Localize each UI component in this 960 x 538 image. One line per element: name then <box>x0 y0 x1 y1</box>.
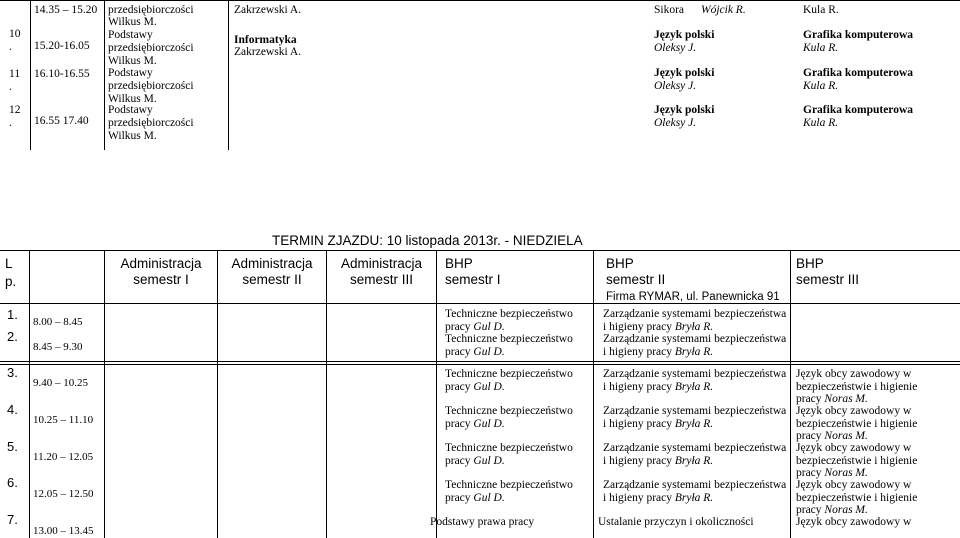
slot-time-2: 8.45 – 9.30 <box>33 341 83 353</box>
bhp2-cell-3: Zarządzanie systemami bezpieczeństwa i higieny pracy Bryła R. <box>603 368 787 393</box>
top-grafika-3-teacher: Kula R. <box>803 117 839 129</box>
top-informatyka: Informatyka <box>234 34 297 46</box>
top-subject-4a: Podstawy <box>108 104 153 116</box>
top-subject-1a: przedsiębiorczości <box>108 4 194 16</box>
top-subject-3a: Podstawy <box>108 67 153 79</box>
bhp2-cell-2: Zarządzanie systemami bezpieczeństwa i higieny pracy Bryła R. <box>603 333 787 358</box>
top-subject-2b: przedsiębiorczości <box>108 42 194 54</box>
slot-time-7: 13.00 – 13.45 <box>33 525 94 537</box>
top-grafika-1: Grafika komputerowa <box>803 29 913 41</box>
slot-time-4: 10.25 – 11.10 <box>33 414 94 426</box>
top-grafika-2-teacher: Kula R. <box>803 80 839 92</box>
header-bhp-2: BHP semestr II <box>606 256 666 287</box>
top-num-12: 12 . <box>9 104 21 129</box>
bhp1-cell-7: Podstawy prawa pracy <box>430 516 535 528</box>
bhp2-cell-7: Ustalanie przyczyn i okoliczności <box>598 516 754 528</box>
top-subject-2c: Wilkus M. <box>108 55 157 67</box>
top-jezyk-3: Język polski <box>654 104 715 116</box>
header-admin-3: Administracja semestr III <box>340 256 423 287</box>
bhp2-cell-6: Zarządzanie systemami bezpieczeństwa i higieny pracy Bryła R. <box>603 479 787 504</box>
top-wojcik: Wójcik R. <box>701 4 746 16</box>
slot-time-6: 12.05 – 12.50 <box>33 488 94 500</box>
header-bhp-3: BHP semestr III <box>796 256 860 287</box>
top-jezyk-3-teacher: Oleksy J. <box>654 117 697 129</box>
bhp3-cell-3: Język obcy zawodowy w bezpieczeństwie i higienie pracy Noras M. <box>796 368 918 405</box>
slot-time-3: 9.40 – 10.25 <box>33 377 88 389</box>
slot-time-1: 8.00 – 8.45 <box>33 316 83 328</box>
top-subject-4b: przedsiębiorczości <box>108 117 194 129</box>
top-time-3: 16.10-16.55 <box>34 68 90 80</box>
header-lp-l: L <box>5 256 13 271</box>
bhp1-cell-2: Techniczne bezpieczeństwo pracy Gul D. <box>445 333 573 358</box>
top-grafika-3: Grafika komputerowa <box>803 104 913 116</box>
top-sikora: Sikora <box>654 4 685 16</box>
bhp3-cell-5: Język obcy zawodowy w bezpieczeństwie i higienie pracy Noras M. <box>796 442 918 479</box>
header-bhp-1: BHP semestr I <box>445 256 501 287</box>
top-jezyk-2: Język polski <box>654 67 715 79</box>
top-jezyk-1-teacher: Oleksy J. <box>654 42 697 54</box>
bhp2-cell-1: Zarządzanie systemami bezpieczeństwa i higieny pracy Bryła R. <box>603 308 787 333</box>
top-informatyka-teacher: Zakrzewski A. <box>234 46 302 58</box>
slot-num-5: 5. <box>7 439 18 454</box>
top-time-4: 16.55 17.40 <box>34 115 89 127</box>
bhp1-cell-6: Techniczne bezpieczeństwo pracy Gul D. <box>445 479 573 504</box>
top-subject-2a: Podstawy <box>108 29 153 41</box>
bhp3-cell-6: Język obcy zawodowy w bezpieczeństwie i higienie pracy Noras M. <box>796 479 918 516</box>
header-firma: Firma RYMAR, ul. Panewnicka 91 <box>606 291 780 303</box>
top-teacher-zakrzewski: Zakrzewski A. <box>234 4 302 16</box>
slot-num-3: 3. <box>7 365 18 380</box>
header-admin-2: Administracja semestr II <box>231 256 313 287</box>
top-num-11: 11 . <box>9 68 21 93</box>
header-lp-p: p. <box>5 274 17 289</box>
top-grafika-2: Grafika komputerowa <box>803 67 913 79</box>
top-time-2: 15.20-16.05 <box>34 40 90 52</box>
bhp3-cell-7: Język obcy zawodowy w <box>796 516 912 528</box>
bhp3-cell-4: Język obcy zawodowy w bezpieczeństwie i higienie pracy Noras M. <box>796 405 918 442</box>
bhp2-cell-4: Zarządzanie systemami bezpieczeństwa i higieny pracy Bryła R. <box>603 405 787 430</box>
slot-num-7: 7. <box>7 512 18 527</box>
slot-num-4: 4. <box>7 402 18 417</box>
top-grafika-1-teacher: Kula R. <box>803 42 839 54</box>
bhp1-cell-3: Techniczne bezpieczeństwo pracy Gul D. <box>445 368 573 393</box>
header-admin-1: Administracja semestr I <box>120 256 202 287</box>
top-kula: Kula R. <box>803 4 839 16</box>
top-subject-3b: przedsiębiorczości <box>108 80 194 92</box>
page-title: TERMIN ZJAZDU: 10 listopada 2013r. - NIEDZIELA <box>272 233 583 248</box>
slot-num-6: 6. <box>7 475 18 490</box>
top-subject-1b: Wilkus M. <box>108 16 157 28</box>
slot-num-1: 1. <box>7 307 18 322</box>
bhp1-cell-5: Techniczne bezpieczeństwo pracy Gul D. <box>445 442 573 467</box>
bhp2-cell-5: Zarządzanie systemami bezpieczeństwa i higieny pracy Bryła R. <box>603 442 787 467</box>
slot-time-5: 11.20 – 12.05 <box>33 451 94 463</box>
top-jezyk-2-teacher: Oleksy J. <box>654 80 697 92</box>
top-num-10: 10 . <box>9 28 21 53</box>
top-subject-3c: Wilkus M. <box>108 93 157 105</box>
top-subject-4c: Wilkus M. <box>108 130 157 142</box>
top-jezyk-1: Język polski <box>654 29 715 41</box>
bhp1-cell-1: Techniczne bezpieczeństwo pracy Gul D. <box>445 308 573 333</box>
top-time-1: 14.35 – 15.20 <box>34 4 98 16</box>
slot-num-2: 2. <box>7 329 18 344</box>
bhp1-cell-4: Techniczne bezpieczeństwo pracy Gul D. <box>445 405 573 430</box>
